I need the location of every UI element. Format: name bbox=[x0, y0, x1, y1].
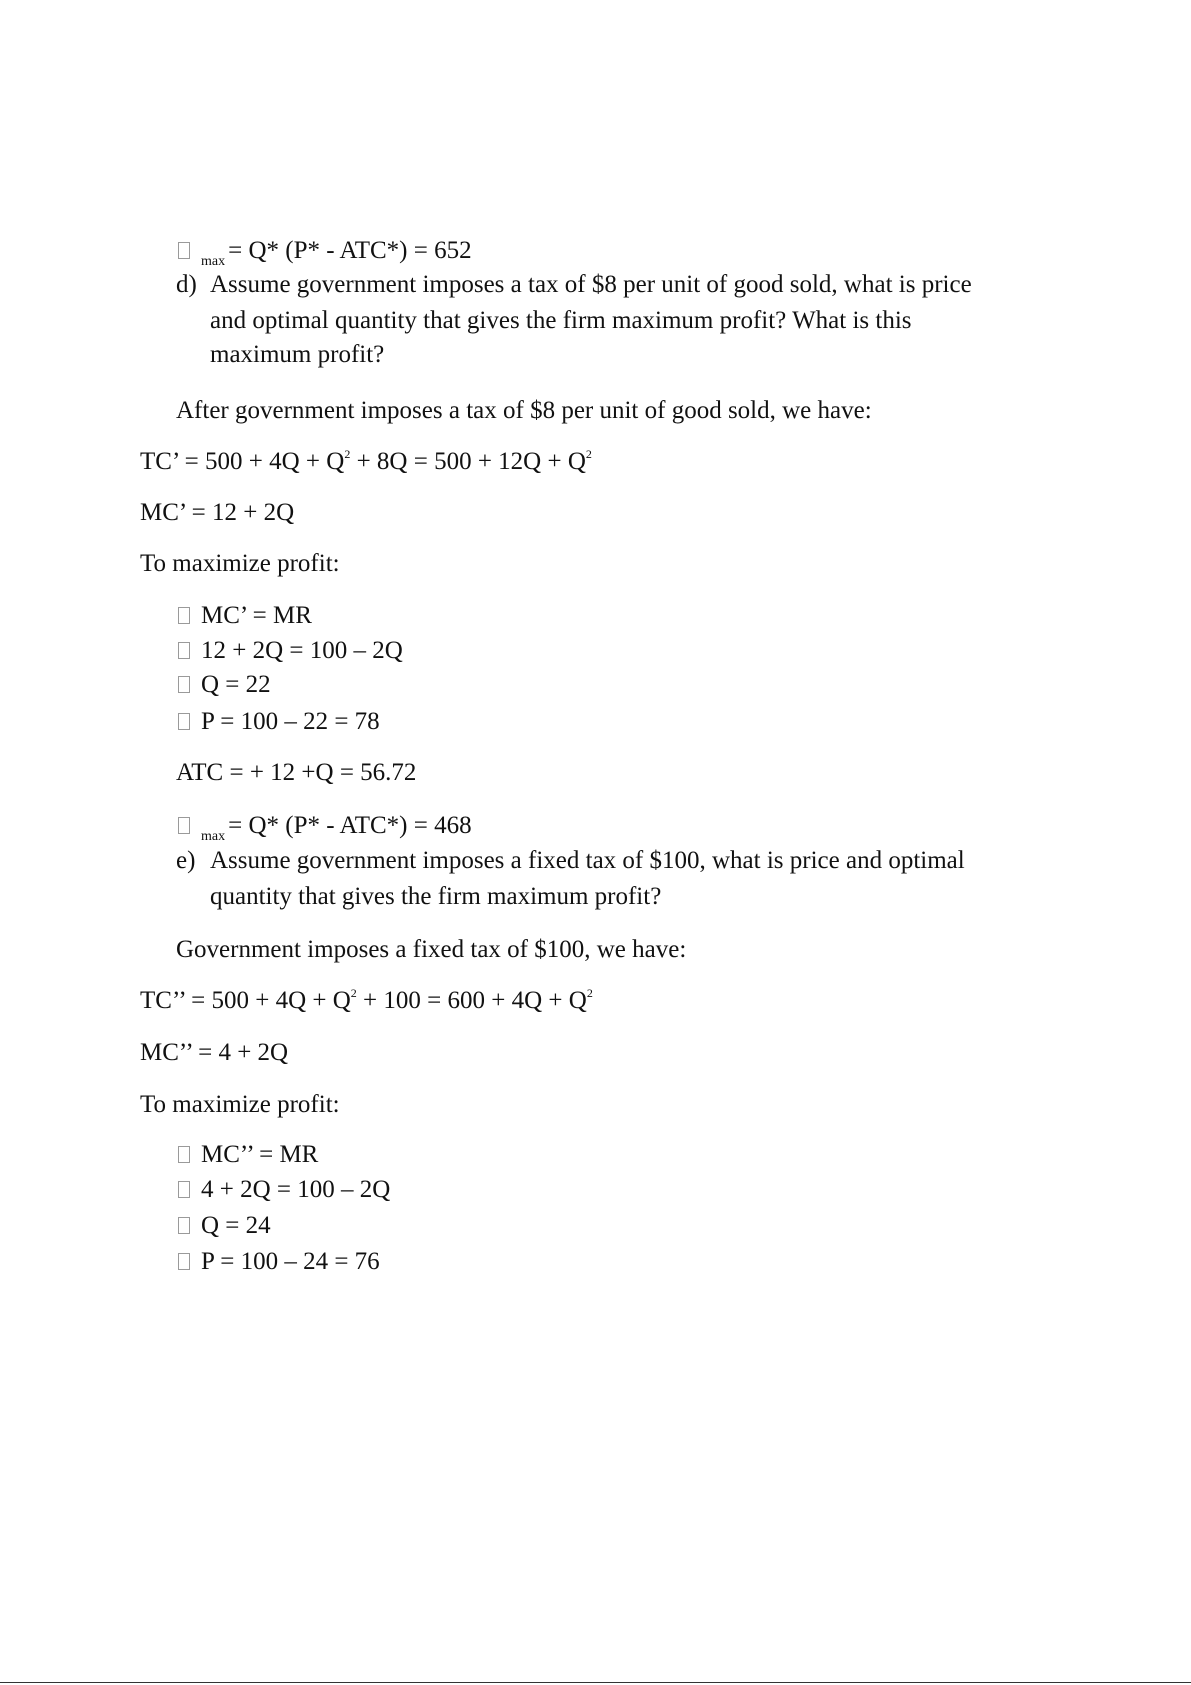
missing-glyph-icon bbox=[178, 676, 190, 693]
answer-e-intro: Government imposes a fixed tax of $100, we have: bbox=[176, 936, 687, 963]
missing-glyph-icon bbox=[178, 1217, 190, 1234]
maximize-heading-d: To maximize profit: bbox=[140, 550, 340, 577]
step-d-2 bbox=[178, 636, 403, 666]
step-text: MC’ = MR bbox=[201, 602, 312, 629]
question-e-line-1: Assume government imposes a fixed tax of $100, what is price and optimal bbox=[210, 847, 965, 874]
mc-double-prime-equation: MC’’ = 4 + 2Q bbox=[140, 1039, 289, 1066]
step-text: 12 + 2Q = 100 – 2Q bbox=[201, 637, 403, 664]
profit-expression: = Q* (P* - ATC*) = 468 bbox=[228, 812, 472, 839]
max-subscript: max bbox=[201, 254, 226, 269]
question-e-line-2: quantity that gives the firm maximum profit? bbox=[210, 883, 662, 910]
missing-glyph-icon bbox=[178, 607, 190, 624]
step-e-4 bbox=[178, 1247, 380, 1277]
answer-d-intro: After government imposes a tax of $8 per unit of good sold, we have: bbox=[176, 397, 872, 424]
tc-double-prime-part-2: + 100 = 600 + 4Q + Q bbox=[356, 987, 587, 1014]
tc-double-prime-equation bbox=[140, 986, 593, 1016]
tc-prime-equation bbox=[140, 447, 592, 477]
profit-expression: = Q* (P* - ATC*) = 652 bbox=[228, 237, 472, 264]
exponent: 2 bbox=[344, 447, 351, 461]
step-d-3 bbox=[178, 670, 271, 700]
tc-prime-part-1: TC’ = 500 + 4Q + Q bbox=[140, 448, 345, 475]
step-d-4 bbox=[178, 707, 380, 737]
question-e-label: e) bbox=[176, 847, 196, 874]
step-text: P = 100 – 22 = 78 bbox=[201, 708, 380, 735]
question-d-line-1: Assume government imposes a tax of $8 per unit of good sold, what is price bbox=[210, 271, 972, 298]
question-d-label: d) bbox=[176, 271, 197, 298]
atc-line: ATC = + 12 +Q = 56.72 bbox=[176, 759, 417, 786]
max-subscript: max bbox=[201, 829, 226, 844]
mc-prime-equation: MC’ = 12 + 2Q bbox=[140, 499, 295, 526]
exponent: 2 bbox=[586, 986, 593, 1000]
step-text: Q = 22 bbox=[201, 671, 271, 698]
question-d-line-2: and optimal quantity that gives the firm maximum profit? What is this bbox=[210, 307, 912, 334]
missing-glyph-icon bbox=[178, 713, 190, 730]
tc-double-prime-part-1: TC’’ = 500 + 4Q + Q bbox=[140, 987, 351, 1014]
step-e-2 bbox=[178, 1175, 390, 1205]
page-bottom-rule bbox=[0, 1682, 1191, 1683]
missing-glyph-icon bbox=[178, 1146, 190, 1163]
missing-glyph-icon bbox=[178, 242, 190, 259]
step-text: P = 100 – 24 = 76 bbox=[201, 1248, 380, 1275]
missing-glyph-icon bbox=[178, 642, 190, 659]
question-d-line-3: maximum profit? bbox=[210, 341, 385, 368]
maximize-heading-e: To maximize profit: bbox=[140, 1091, 340, 1118]
step-e-1 bbox=[178, 1140, 318, 1170]
step-d-1 bbox=[178, 601, 312, 631]
missing-glyph-icon bbox=[178, 1253, 190, 1270]
step-text: MC’’ = MR bbox=[201, 1141, 319, 1168]
exponent: 2 bbox=[350, 986, 357, 1000]
exponent: 2 bbox=[585, 447, 592, 461]
step-e-3 bbox=[178, 1211, 271, 1241]
missing-glyph-icon bbox=[178, 1181, 190, 1198]
step-text: 4 + 2Q = 100 – 2Q bbox=[201, 1176, 391, 1203]
missing-glyph-icon bbox=[178, 817, 190, 834]
tc-prime-part-2: + 8Q = 500 + 12Q + Q bbox=[350, 448, 586, 475]
step-text: Q = 24 bbox=[201, 1212, 271, 1239]
